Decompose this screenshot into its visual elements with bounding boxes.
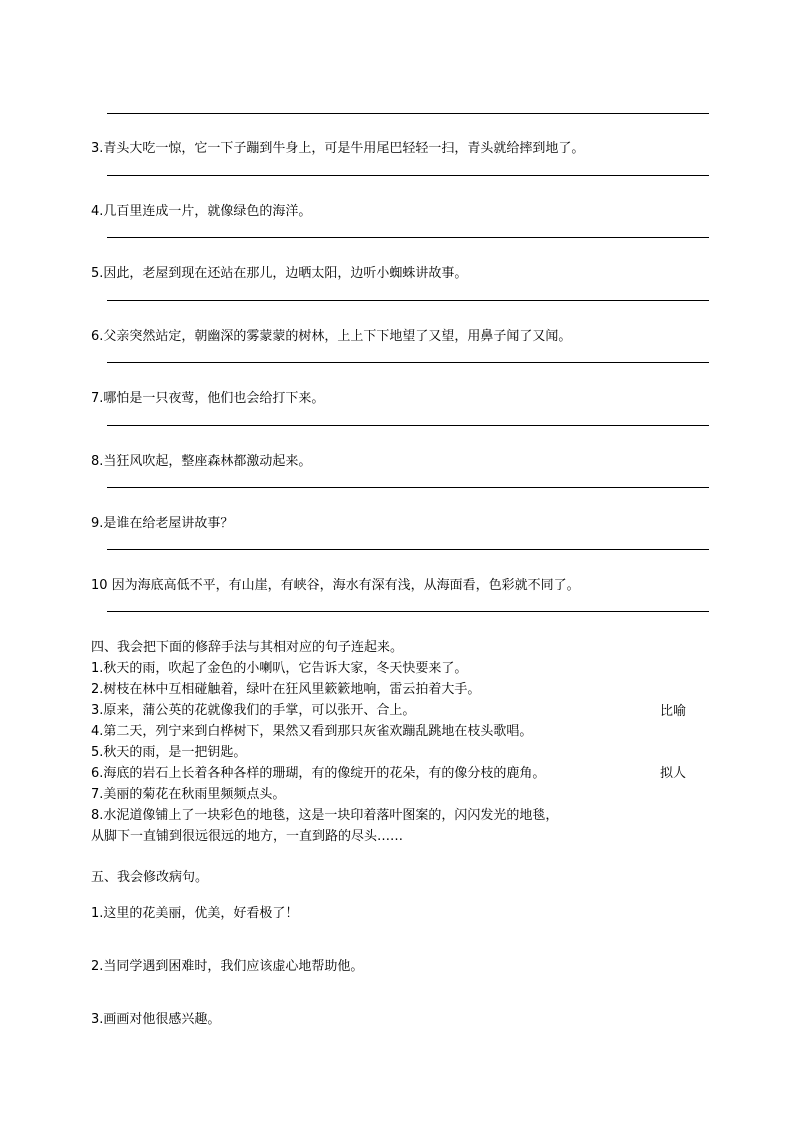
rewrite-item-8: 8.当狂风吹起，整座森林都激动起来。	[91, 454, 312, 469]
rewrite-item-6: 6.父亲突然站定，朝幽深的雾蒙蒙的树林，上上下下地望了又望，用鼻子闻了又闻。	[91, 329, 572, 344]
rewrite-item-7: 7.哪怕是一只夜莺，他们也会给打下来。	[91, 391, 325, 406]
correction-item-1: 1.这里的花美丽，优美，好看极了！	[91, 906, 299, 921]
option-personification[interactable]: 拟人	[660, 766, 687, 781]
correction-item-3: 3.画画对他很感兴趣。	[91, 1012, 221, 1027]
answer-line[interactable]	[107, 611, 709, 612]
matching-sentence[interactable]: 5.秋天的雨，是一把钥匙。	[91, 745, 247, 760]
answer-line[interactable]	[107, 487, 709, 488]
answer-line[interactable]	[107, 300, 709, 301]
answer-line[interactable]	[107, 175, 709, 176]
correction-item-2: 2.当同学遇到困难时，我们应该虚心地帮助他。	[91, 959, 364, 974]
answer-line[interactable]	[107, 549, 709, 550]
answer-line[interactable]	[107, 237, 709, 238]
rewrite-item-5: 5.因此，老屋到现在还站在那儿，边晒太阳，边听小蜘蛛讲故事。	[91, 266, 468, 281]
matching-sentence[interactable]: 6.海底的岩石上长着各种各样的珊瑚，有的像绽开的花朵，有的像分枝的鹿角。	[91, 766, 546, 781]
rewrite-item-4: 4.几百里连成一片，就像绿色的海洋。	[91, 204, 312, 219]
matching-sentence[interactable]: 8.水泥道像铺上了一块彩色的地毯，这是一块印着落叶图案的，闪闪发光的地毯，	[91, 808, 559, 823]
matching-sentence[interactable]: 2.树枝在林中互相碰触着，绿叶在狂风里簌簌地响，雷云拍着大手。	[91, 682, 481, 697]
rewrite-item-3: 3.青头大吃一惊，它一下子蹦到牛身上，可是牛用尾巴轻轻一扫，青头就给摔到地了。	[91, 141, 585, 156]
matching-sentence[interactable]: 1.秋天的雨，吹起了金色的小喇叭，它告诉大家，冬天快要来了。	[91, 661, 468, 676]
matching-sentence[interactable]: 3.原来，蒲公英的花就像我们的手掌，可以张开、合上。	[91, 703, 416, 718]
section-4-heading: 四、我会把下面的修辞手法与其相对应的句子连起来。	[91, 640, 404, 655]
answer-line[interactable]	[107, 425, 709, 426]
matching-sentence[interactable]: 4.第二天，列宁来到白桦树下，果然又看到那只灰雀欢蹦乱跳地在枝头歌唱。	[91, 724, 533, 739]
matching-sentence[interactable]: 7.美丽的菊花在秋雨里频频点头。	[91, 787, 286, 802]
rewrite-item-10: 10 因为海底高低不平，有山崖，有峡谷，海水有深有浅，从海面看，色彩就不同了。	[91, 578, 580, 593]
option-metaphor[interactable]: 比喻	[660, 704, 687, 719]
matching-sentence-continued: 从脚下一直铺到很远很远的地方，一直到路的尽头……	[91, 829, 404, 844]
answer-line[interactable]	[107, 362, 709, 363]
answer-line[interactable]	[107, 113, 709, 114]
section-5-heading: 五、我会修改病句。	[91, 870, 209, 885]
rewrite-item-9: 9.是谁在给老屋讲故事？	[91, 516, 234, 531]
